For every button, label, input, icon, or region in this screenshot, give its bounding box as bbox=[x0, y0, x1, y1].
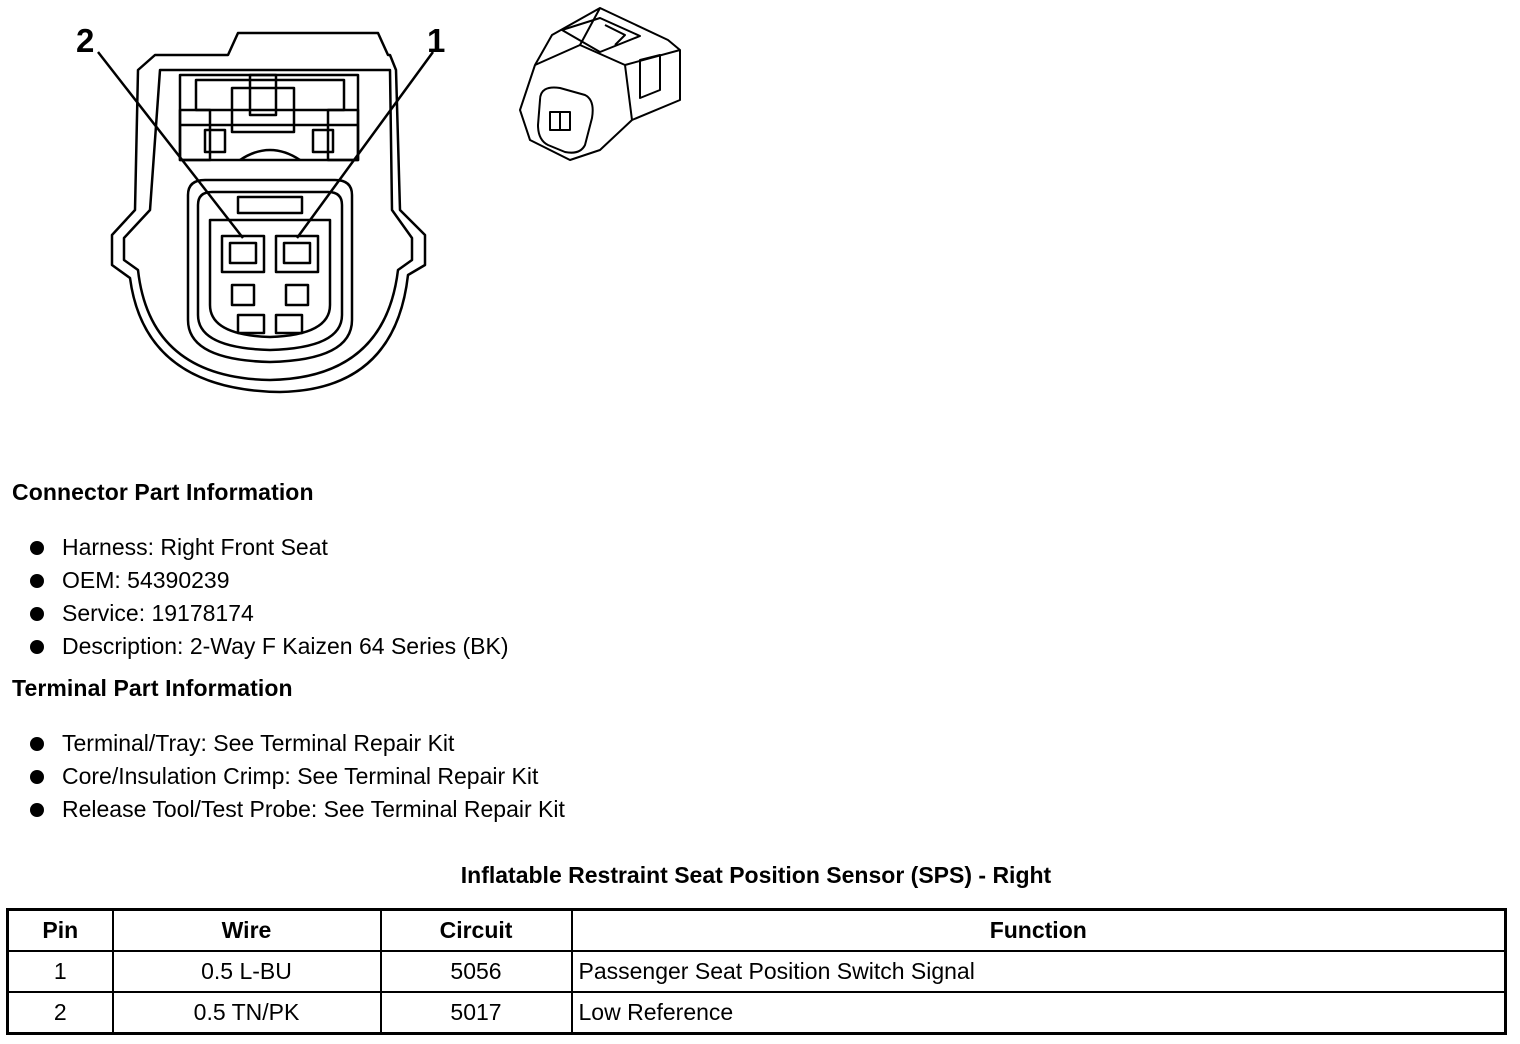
connector-info-list bbox=[30, 531, 509, 663]
wire-cell: 0.5 TN/PK bbox=[113, 992, 381, 1034]
list-item bbox=[30, 597, 509, 630]
list-item bbox=[30, 564, 509, 597]
pin-cell: 2 bbox=[8, 992, 113, 1034]
column-header-function: Function bbox=[572, 910, 1506, 952]
connector-face-diagram bbox=[60, 20, 460, 410]
list-item bbox=[30, 531, 509, 564]
bullet-icon bbox=[30, 803, 44, 817]
column-header-circuit: Circuit bbox=[381, 910, 572, 952]
list-item bbox=[30, 793, 565, 826]
list-item-text: OEM: 54390239 bbox=[62, 567, 230, 593]
list-item-text: Terminal/Tray: See Terminal Repair Kit bbox=[62, 730, 455, 756]
list-item-text: Service: 19178174 bbox=[62, 600, 254, 626]
wire-cell: 0.5 L-BU bbox=[113, 951, 381, 992]
bullet-icon bbox=[30, 574, 44, 588]
bullet-icon bbox=[30, 607, 44, 621]
column-header-pin: Pin bbox=[8, 910, 113, 952]
connector-info-heading: Connector Part Information bbox=[12, 479, 314, 505]
bullet-icon bbox=[30, 737, 44, 751]
bullet-icon bbox=[30, 640, 44, 654]
bullet-icon bbox=[30, 541, 44, 555]
pin-table-title: Inflatable Restraint Seat Position Sensor (SPS) - Right bbox=[460, 862, 1052, 888]
bullet-icon bbox=[30, 770, 44, 784]
list-item-text: Harness: Right Front Seat bbox=[62, 534, 328, 560]
list-item bbox=[30, 760, 565, 793]
table-row bbox=[8, 992, 1506, 1034]
function-cell: Passenger Seat Position Switch Signal bbox=[572, 951, 1506, 992]
function-cell: Low Reference bbox=[572, 992, 1506, 1034]
table-row bbox=[8, 951, 1506, 992]
terminal-info-heading: Terminal Part Information bbox=[12, 675, 293, 701]
circuit-cell: 5056 bbox=[381, 951, 572, 992]
pin-label-2: 2 bbox=[76, 22, 95, 59]
pin-cell: 1 bbox=[8, 951, 113, 992]
pin-table bbox=[6, 908, 1507, 1035]
list-item-text: Description: 2-Way F Kaizen 64 Series (BK) bbox=[62, 633, 509, 659]
list-item-text: Release Tool/Test Probe: See Terminal Repair Kit bbox=[62, 796, 565, 822]
pin-label-1: 1 bbox=[427, 22, 446, 59]
circuit-cell: 5017 bbox=[381, 992, 572, 1034]
terminal-info-list bbox=[30, 727, 565, 826]
column-header-wire: Wire bbox=[113, 910, 381, 952]
table-header-row bbox=[8, 910, 1506, 952]
list-item bbox=[30, 727, 565, 760]
list-item-text: Core/Insulation Crimp: See Terminal Repair Kit bbox=[62, 763, 539, 789]
list-item bbox=[30, 630, 509, 663]
connector-3d-thumbnail bbox=[514, 0, 694, 170]
